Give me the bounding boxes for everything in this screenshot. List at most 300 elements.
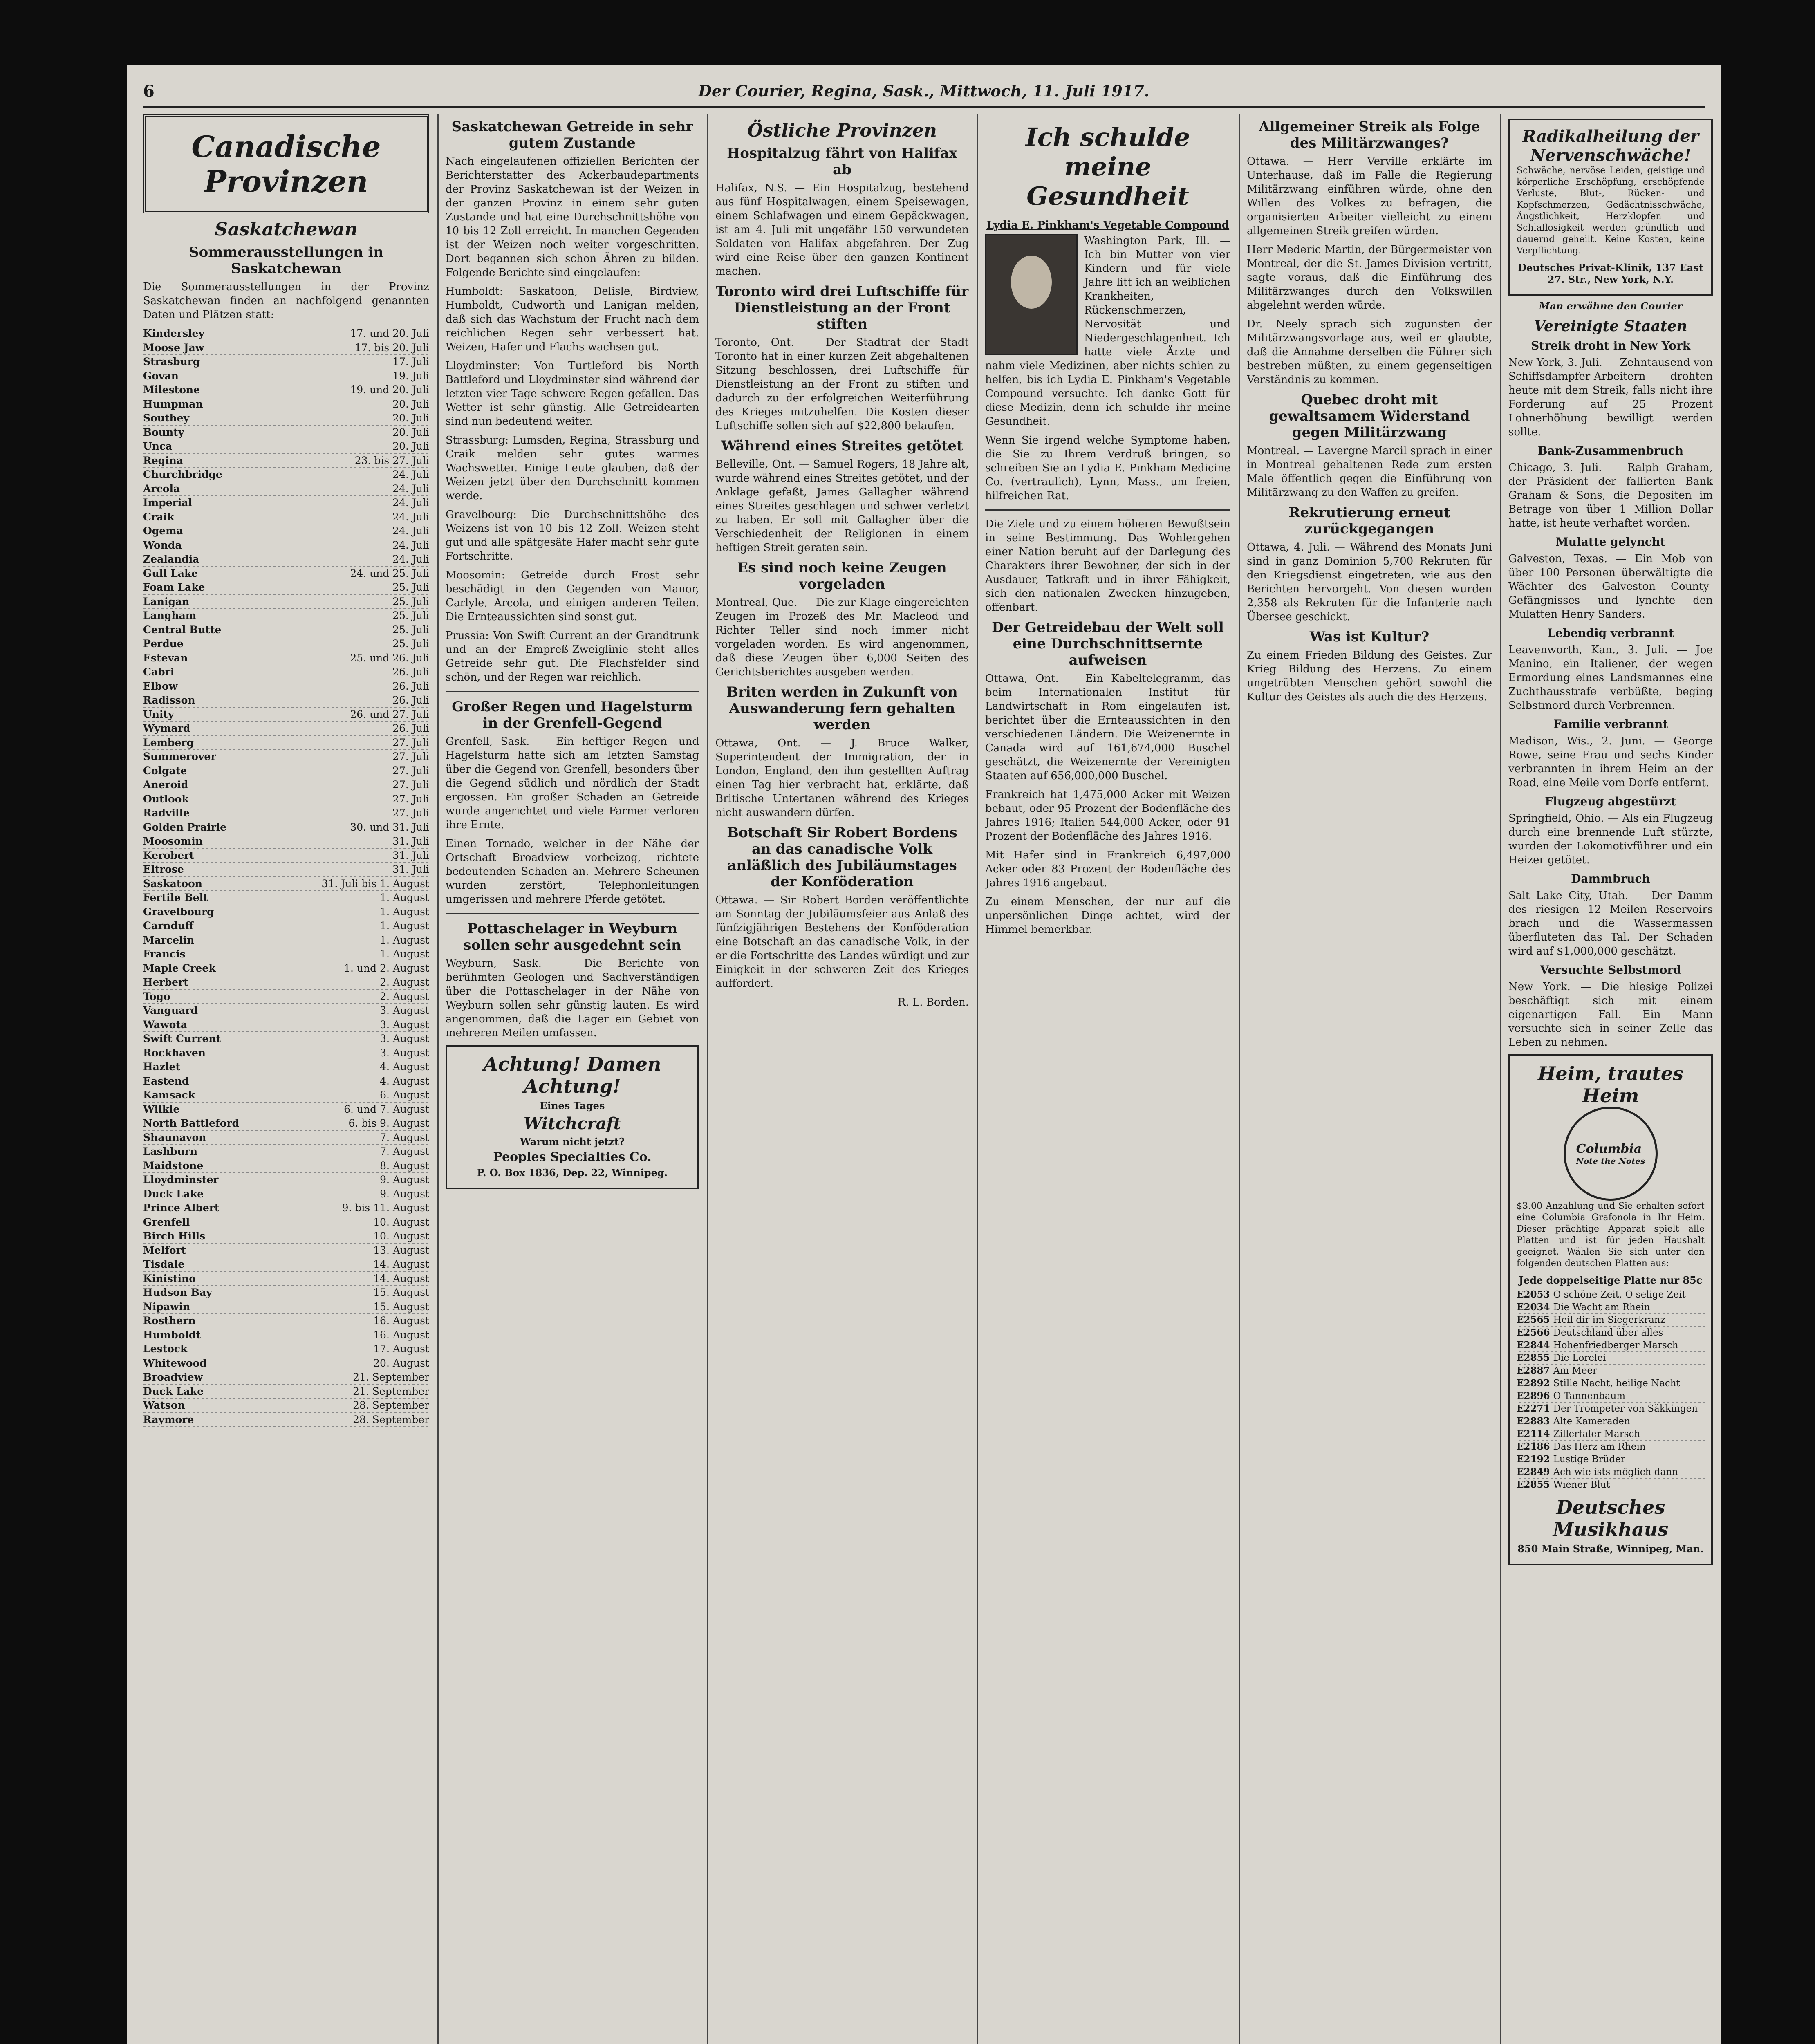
exhibition-place: Carnduff [143,920,194,932]
ad-text: Schwäche, nervöse Leiden, geistige und körperliche Erschöpfung, erschöpfende Verluste, Blut-, Rücken- und Kopfschmerzen, Gedächtnisschwäche, Ängstlichkeit, Herzklopfen und Schlaflosigkeit werden gründlich und dauernd geheilt. Keine Kosten, keine Verpflichtung. [1517,166,1705,256]
exhibition-place: Tisdale [143,1258,185,1270]
article-heading: Flugzeug abgestürzt [1545,795,1676,808]
exhibition-date: 23. bis 27. Juli [354,454,429,466]
witchcraft-ad [446,1045,699,1189]
exhibition-row [143,1103,429,1117]
exhibition-row [143,1116,429,1131]
article-heading: Der Getreidebau der Welt soll eine Durchschnittsernte aufweisen [992,619,1224,668]
logo-subtext: Note the Notes [1576,1156,1645,1166]
exhibition-row [143,679,429,694]
article-text: Moosomin: Getreide durch Frost sehr beschädigt in den Gegenden von Manor, Carlyle, Arcola, und einigen anderen Teilen. Die Ernteaussichten sind sonst gut. [446,569,699,623]
exhibition-place: Vanguard [143,1004,198,1016]
article-heading: Was ist Kultur? [1309,629,1430,645]
exhibition-row [143,1018,429,1032]
logo-text: Columbia [1576,1141,1642,1156]
article-text: Humboldt: Saskatoon, Delisle, Birdview, Humboldt, Cudworth und Lanigan melden, daß sich das Wachstum der Frucht nach dem reichlichen Regen sehr verbessert hat. Weizen, Hafer und Flachs wachsen gut. [446,285,699,353]
exhibition-date: 24. und 25. Juli [350,567,429,579]
record-row [1517,1441,1705,1453]
article-text: Ottawa, Ont. — J. Bruce Walker, Superintendent der Immigration, der in London, England, den ihm gestellten Auftrag einen Tag hier verbracht hat, erklärte, daß Britische Untertanen während des Krieges nicht auswandern dürfen. [715,737,969,819]
exhibition-row [143,792,429,807]
exhibition-row [143,1088,429,1103]
exhibition-date: 7. August [380,1131,429,1143]
exhibition-date: 8. August [380,1159,429,1172]
record-row [1517,1365,1705,1377]
exhibition-date: 28. September [353,1413,429,1425]
exhibition-place: Eastend [143,1075,189,1087]
exhibition-row [143,341,429,355]
exhibition-place: Watson [143,1399,185,1411]
article-heading: Großer Regen und Hagelsturm in der Grenfell-Gegend [452,699,693,731]
record-row [1517,1327,1705,1339]
exhibition-date: 20. Juli [392,440,429,452]
exhibition-row [143,806,429,820]
exhibition-place: Ogema [143,525,183,537]
exhibition-place: Elbow [143,680,178,692]
exhibition-date: 19. und 20. Juli [350,384,429,396]
exhibition-date: 3. August [380,1047,429,1059]
exhibition-date: 1. August [380,934,429,946]
article-text: Madison, Wis., 2. Juni. — George Rowe, seine Frau und sechs Kinder verbrannten in ihrem Heim an der Road, eine Meile vom Dorfe entfernt. [1508,735,1713,789]
exhibition-date: 6. bis 9. August [348,1117,429,1129]
exhibition-place: Govan [143,370,179,382]
article-heading: Hospitalzug fährt von Halifax ab [727,145,957,178]
exhibition-place: Cabri [143,666,175,678]
exhibition-row [143,1300,429,1314]
article-text: Herr Mederic Martin, der Bürgermeister von Montreal, der die St. James-Division vertritt, sagte voraus, daß die Einführung des Militärzwanges durch den Volkswillen abgelehnt werden würde. [1247,244,1492,312]
article-heading: Bank-Zusammenbruch [1537,444,1684,457]
exhibition-date: 14. August [373,1272,429,1284]
exhibition-place: Raymore [143,1413,194,1425]
exhibition-date: 20. Juli [392,398,429,410]
ad-offer: Jede doppelseitige Platte nur 85c [1519,1274,1703,1286]
exhibition-place: Saskatoon [143,877,202,890]
exhibition-row [143,990,429,1004]
exhibition-row [143,383,429,397]
exhibition-place: Gull Lake [143,567,198,579]
exhibition-row [143,637,429,651]
exhibition-date: 6. August [380,1089,429,1101]
column-divider [437,114,439,2044]
exhibition-date: 24. Juli [392,511,429,523]
record-row [1517,1390,1705,1403]
record-list [1517,1289,1705,1491]
exhibition-place: Whitewood [143,1357,207,1369]
article-heading: Streik droht in New York [1531,339,1690,352]
exhibition-place: Prince Albert [143,1202,220,1214]
exhibitions-intro: Die Sommerausstellungen in der Provinz Saskatchewan finden an nachfolgend genannten Daten und Plätzen statt: [143,281,429,321]
exhibition-place: Unity [143,708,174,720]
columbia-ad [1508,1054,1713,1565]
ad-text: Wenn Sie irgend welche Symptome haben, die Sie zu Ihrem Verdruß bringen, so schreiben Sie an Lydia E. Pinkham Medicine Co. (vertraulich), Lynn, Mass., um freien, hilfreichen Rat. [985,434,1230,502]
newspaper-page [127,65,1721,2044]
column-divider [1500,114,1501,2044]
exhibition-place: Radisson [143,694,195,706]
exhibition-row [143,1201,429,1215]
exhibition-row [143,693,429,708]
exhibition-row [143,1046,429,1060]
exhibition-place: Churchbridge [143,468,222,480]
article-text: Frankreich hat 1,475,000 Acker mit Weizen bebaut, oder 95 Prozent der Bodenfläche des Jahres 1916; Italien 544,000 Acker, oder 91 Prozent der Bodenfläche des Jahres 1916. [985,789,1230,843]
ad-subtitle: Lydia E. Pinkham's Vegetable Compound [986,219,1230,231]
exhibition-row [143,1257,429,1272]
exhibition-row [143,863,429,877]
exhibition-place: Langham [143,610,197,621]
exhibition-place: Kindersley [143,327,204,339]
exhibition-date: 10. August [373,1230,429,1242]
exhibition-date: 25. Juli [392,623,429,636]
article-heading: Es sind noch keine Zeugen vorgeladen [737,560,947,592]
page-header [143,78,1705,108]
article-text: Springfield, Ohio. — Als ein Flugzeug durch eine brennende Luft stürzte, wurden der Lokomotivführer und ein Heizer getötet. [1508,812,1713,866]
exhibition-place: Kerobert [143,849,195,861]
exhibition-row [143,665,429,679]
ad-company: Deutsches Musikhaus [1553,1496,1669,1540]
exhibition-row [143,510,429,524]
exhibition-date: 1. August [380,905,429,918]
exhibition-row [143,736,429,750]
exhibition-row [143,877,429,891]
exhibition-row [143,1342,429,1356]
exhibition-place: Central Butte [143,623,222,636]
exhibition-row [143,722,429,736]
exhibition-place: Togo [143,990,170,1002]
exhibitions-heading: Sommerausstellungen in Saskatchewan [189,244,383,277]
exhibition-place: Nipawin [143,1300,190,1313]
article-text: Nach eingelaufenen offiziellen Berichten der Berichterstatter des Ackerbaudepartments der Provinz Saskatchewan ist der Weizen in der ganzen Provinz in einem sehr guten Zustande und hat eine Durchschnittshöhe von 10 bis 12 Zoll erreicht. In manchen Gegenden ist der Weizen noch weiter vorgeschritten. Dort begannen sich schon Ähren zu bilden. Folgende Berichte sind eingelaufen: [446,155,699,279]
record-row [1517,1415,1705,1428]
exhibition-row [143,750,429,764]
record-title: Das Herz am Rhein [1553,1441,1646,1452]
exhibition-place: Unca [143,440,173,452]
exhibition-place: Lanigan [143,595,190,607]
exhibition-row [143,1173,429,1187]
exhibition-place: Eltrose [143,863,184,875]
article-text: Gravelbourg: Die Durchschnittshöhe des Weizens ist von 10 bis 12 Zoll. Weizen steht gut und alle spätgesäte Hafer macht sehr gute Fortschritte. [446,509,699,563]
ad-brand: Witchcraft [523,1114,621,1133]
exhibition-place: Bounty [143,426,184,438]
exhibition-date: 31. Juli [392,849,429,861]
ad-text: $3.00 Anzahlung und Sie erhalten sofort eine Columbia Grafonola in Ihr Heim. Dieser prächtige Apparat spielt alle Platten und ist für jeden Haushalt geeignet. Wählen Sie sich unter den folgenden deutschen Platten aus: [1517,1201,1705,1269]
record-title: Hohenfriedberger Marsch [1553,1340,1678,1351]
article-heading: Botschaft Sir Robert Bordens an das canadische Volk anläßlich des Jubiläumstages der Konföderation [727,825,957,890]
record-title: Zillertaler Marsch [1553,1429,1640,1439]
ad-question: Warum nicht jetzt? [520,1136,625,1148]
exhibition-place: Southey [143,412,190,424]
exhibition-date: 24. Juli [392,539,429,551]
exhibition-row [143,834,429,849]
record-title: Heil dir im Siegerkranz [1553,1315,1665,1325]
exhibition-date: 15. August [373,1300,429,1313]
exhibition-date: 24. Juli [392,468,429,480]
article-heading: Dammbruch [1571,872,1650,885]
exhibition-date: 31. Juli bis 1. August [321,877,429,890]
exhibition-place: Maple Creek [143,962,216,974]
column-5 [1247,114,1492,2044]
exhibition-row [143,708,429,722]
exhibition-place: Duck Lake [143,1188,204,1200]
ad-text: Washington Park, Ill. — Ich bin Mutter von vier Kindern und für viele Jahre litt ich an weiblichen Krankheiten, Rückenschmerzen, Nervosität und Niedergeschlagenheit. Ich hatte viele Ärzte und nahm viele Medizinen, aber nichts schien zu helfen, bis ich Lydia E. Pinkham's Vegetable Compound versuchte. Ich danke Gott für diese Medizin, denn ich schulde ihr meine Gesundheit. [985,235,1230,428]
exhibition-row [143,411,429,426]
exhibition-place: Maidstone [143,1159,204,1172]
exhibition-row [143,397,429,412]
exhibition-date: 26. Juli [392,722,429,734]
exhibition-row [143,1286,429,1300]
article-text: Galveston, Texas. — Ein Mob von über 100 Personen überwältigte die Wächter des Galveston County-Gefängnisses und lynchte den Mulatten Henry Sanders. [1508,553,1713,621]
exhibition-place: Duck Lake [143,1385,204,1397]
exhibition-date: 17. August [373,1343,429,1355]
exhibition-row [143,778,429,792]
article-text: Halifax, N.S. — Ein Hospitalzug, bestehend aus fünf Hospitalwagen, einem Speisewagen, einem Schlafwagen und einem Gepäckwagen, ist am 4. Juli mit ungefähr 150 verwundeten Soldaten von Halifax abgefahren. Der Zug wird eine Reise über den ganzen Kontinent machen. [715,182,969,278]
exhibition-row [143,933,429,948]
exhibition-row [143,1215,429,1230]
article-heading: Quebec droht mit gewaltsamem Widerstand gegen Militärzwang [1269,392,1470,441]
exhibition-place: Perdue [143,638,184,650]
divider [985,509,1230,511]
exhibition-date: 3. August [380,1018,429,1031]
exhibition-place: Lashburn [143,1145,198,1157]
exhibition-date: 20. August [373,1357,429,1369]
exhibition-date: 21. September [353,1371,429,1383]
record-row [1517,1314,1705,1327]
exhibition-row [143,496,429,510]
exhibition-place: Zealandia [143,553,199,565]
exhibition-place: Francis [143,948,186,960]
article-text: Mit Hafer sind in Frankreich 6,497,000 Acker oder 83 Prozent der Bodenfläche des Jahres 1916 angebaut. [985,849,1230,889]
article-text: Belleville, Ont. — Samuel Rogers, 18 Jahre alt, wurde während eines Streites getötet, und der Anklage gefaßt, James Gallagher während eines Streites geschlagen und schwer verletzt zu haben. Er soll mit Gallagher über die Verschiedenheit der Religionen in einem heftigen Streit geraten sein. [715,458,969,554]
exhibition-place: Swift Current [143,1033,221,1044]
exhibition-row [143,1272,429,1286]
exhibition-place: Wilkie [143,1103,180,1115]
exhibition-date: 6. und 7. August [344,1103,429,1115]
exhibition-date: 31. Juli [392,835,429,847]
record-number: E2855 [1517,1352,1550,1363]
article-text: Die Ziele und zu einem höheren Bewußtsein in seine Bestimmung. Das Wohlergehen einer Nation beruht auf der Darlegung des Charakters ihrer Bewohner, der sich in der Ausdauer, Tatkraft und in ihrer Fähigkeit, sich den nationalen Zwecken hinzugeben, offenbart. [985,518,1230,614]
exhibition-row [143,355,429,369]
record-number: E2883 [1517,1416,1550,1427]
article-text: Weyburn, Sask. — Die Berichte von berühmten Geologen und Sachverständigen über die Pottaschelager in der Nähe von Weyburn sollen sehr günstig lauten. Es wird angenommen, daß die Lager ein Gebiet von mehreren Meilen umfassen. [446,957,699,1039]
exhibition-place: Outlook [143,793,189,805]
column-divider [977,114,978,2044]
exhibition-row [143,820,429,835]
exhibition-date: 1. August [380,948,429,960]
record-number: E2053 [1517,1289,1550,1300]
exhibition-place: Shaunavon [143,1131,206,1143]
exhibition-place: Craik [143,511,175,523]
signature: R. L. Borden. [897,996,969,1009]
courier-note: Man erwähne den Courier [1539,300,1683,312]
exhibition-date: 9. bis 11. August [342,1202,429,1214]
exhibition-place: Lestock [143,1343,188,1355]
exhibition-date: 25. und 26. Juli [350,652,429,664]
record-number: E2034 [1517,1302,1550,1313]
exhibition-row [143,905,429,919]
article-text: Leavenworth, Kan., 3. Juli. — Joe Manino, ein Italiener, der wegen Ermordung eines Landsmannes eine Zuchthausstrafe verbüßte, beging Selbstmord durch Verbrennen. [1508,644,1713,712]
exhibition-place: Moosomin [143,835,203,847]
divider [446,691,699,692]
exhibition-place: Kamsack [143,1089,195,1101]
exhibition-row [143,891,429,905]
exhibition-date: 26. Juli [392,680,429,692]
exhibition-date: 25. Juli [392,638,429,650]
article-text: Ottawa. — Sir Robert Borden veröffentlichte am Sonntag der Jubiläumsfeier aus Anlaß des fünfzigjährigen Bestehens der Konföderation eine Botschaft an das canadische Volk, in der er die Fortschritte des Landes würdigt und zur Einigkeit in der schweren Zeit des Krieges auffordert. [715,894,969,990]
exhibition-place: Arcola [143,482,180,495]
record-title: Der Trompeter von Säkkingen [1553,1403,1698,1414]
record-title: O schöne Zeit, O selige Zeit [1553,1289,1686,1300]
exhibition-date: 28. September [353,1399,429,1411]
article-text: Grenfell, Sask. — Ein heftiger Regen- und Hagelsturm hatte sich am letzten Samstag über die Gegend von Grenfell, besonders über die Gegend südlich und nördlich der Stadt ergossen. Ein großer Schaden an Getreide wurde angerichtet und viele Farmer verloren ihre Ernte. [446,735,699,831]
exhibition-row [143,1004,429,1018]
record-title: Am Meer [1553,1365,1598,1376]
exhibition-date: 17. und 20. Juli [350,327,429,339]
running-title: Der Courier, Regina, Sask., Mittwoch, 11. Juli 1917. [698,82,1150,100]
article-heading: Während eines Streites getötet [721,438,963,454]
ad-title: Heim, trautes Heim [1537,1062,1684,1107]
exhibition-place: Gravelbourg [143,905,214,918]
article-text: New York. — Die hiesige Polizei beschäftigt sich mit einem eigenartigen Fall. Ein Mann versuchte sich in seiner Zelle das Leben zu nehmen. [1508,981,1713,1049]
exhibition-row [143,552,429,567]
exhibition-row [143,947,429,961]
article-text: Zu einem Frieden Bildung des Geistes. Zur Krieg Bildung des Herzens. Zu einem ungetrübten Menschen gehört sowohl die Kultur des Geistes als auch die des Herzens. [1247,649,1492,703]
record-number: E2844 [1517,1340,1550,1351]
region-heading: Saskatchewan [215,219,358,240]
exhibition-place: Marcelin [143,934,195,946]
exhibition-date: 17. Juli [392,356,429,368]
record-title: Wiener Blut [1553,1479,1610,1490]
exhibition-date: 16. August [373,1315,429,1327]
article-text: Ottawa. — Herr Verville erklärte im Unterhause, daß im Falle die Regierung Militärzwang einführen würde, ohne den Willen des Volkes zu befragen, die organisierten Arbeiter vielleicht zu einem allgemeinen Streik greifen würden. [1247,155,1492,237]
article-text: Salt Lake City, Utah. — Der Damm des riesigen 12 Meilen Reservoirs brach und die Wassermassen überfluteten das Tal. Der Schaden wird auf $1,000,000 geschätzt. [1508,890,1713,957]
ad-title: Radikalheilung der Nervenschwäche! [1522,127,1699,165]
exhibition-date: 26. Juli [392,694,429,706]
record-row [1517,1377,1705,1390]
record-row [1517,1339,1705,1352]
exhibition-date: 14. August [373,1258,429,1270]
article-heading: Familie verbrannt [1553,717,1668,731]
page-number: 6 [143,82,155,101]
exhibition-place: Hazlet [143,1061,180,1073]
record-number: E2271 [1517,1403,1550,1414]
exhibition-date: 24. Juli [392,482,429,495]
section-title: Östliche Provinzen [747,120,937,141]
exhibition-date: 1. August [380,892,429,903]
exhibition-date: 3. August [380,1033,429,1044]
exhibition-place: Colgate [143,764,187,777]
article-text: Montreal. — Lavergne Marcil sprach in einer in Montreal gehaltenen Rede zum ersten Male öffentlich gegen die Einführung von Militärzwang zu den Waffen zu greifen. [1247,445,1492,499]
exhibition-date: 25. Juli [392,581,429,593]
exhibition-place: Regina [143,454,184,466]
exhibition-place: Golden Prairie [143,821,227,833]
article-heading: Mulatte gelyncht [1555,535,1666,549]
exhibition-date: 4. August [380,1075,429,1087]
article-text: Zu einem Menschen, der nur auf die unpersönlichen Dinge achtet, wird der Himmel bemerkbar. [985,896,1230,936]
exhibition-place: Strasburg [143,356,200,368]
exhibition-date: 27. Juli [392,779,429,791]
article-text: New York, 3. Juli. — Zehntausend von Schiffsdampfer-Arbeitern drohten heute mit dem Streik, falls nicht ihre Forderung auf 25 Prozent Lohnerhöhung bewilligt werden sollte. [1508,356,1713,438]
portrait-image [985,234,1078,355]
exhibition-place: Foam Lake [143,581,205,593]
exhibition-row [143,1159,429,1173]
record-number: E2565 [1517,1314,1550,1325]
record-number: E2887 [1517,1365,1550,1376]
section-title: Vereinigte Staaten [1534,318,1687,335]
column-1 [143,114,429,2044]
column-divider [1239,114,1240,2044]
exhibition-row [143,1244,429,1258]
exhibition-row [143,538,429,553]
exhibition-date: 16. August [373,1329,429,1341]
record-number: E2114 [1517,1428,1550,1439]
columbia-logo [1564,1107,1658,1201]
exhibition-row [143,1328,429,1342]
record-title: Alte Kameraden [1553,1416,1630,1427]
record-row [1517,1403,1705,1415]
exhibition-date: 26. und 27. Juli [350,708,429,720]
exhibition-place: Humpman [143,398,203,410]
column-4 [985,114,1230,2044]
article-text: Dr. Neely sprach sich zugunsten der Militärzwangsvorlage aus, weil er glaubte, daß die Annahme derselben die Führer sich bestreben müßten, zu einem gegenseitigen Verständnis zu kommen. [1247,318,1492,386]
exhibition-date: 10. August [373,1216,429,1228]
exhibition-place: Estevan [143,652,188,664]
exhibition-date: 17. bis 20. Juli [354,341,429,354]
exhibition-date: 20. Juli [392,412,429,424]
exhibition-place: Rosthern [143,1315,196,1327]
article-heading: Versuchte Selbstmord [1540,963,1681,977]
exhibition-row [143,1074,429,1089]
article-text: Montreal, Que. — Die zur Klage eingereichten Zeugen im Prozeß des Mr. Macleod und Richter Teller sind noch immer nicht vorgeladen worden. Es wird angenommen, daß diese Zeugen über 6,000 Seiten des Gerichtsberichtes ausgeben werden. [715,596,969,678]
article-text: Toronto, Ont. — Der Stadtrat der Stadt Toronto hat in einer kurzen Zeit abgehaltenen Sitzung beschlossen, drei Luftschiffe für Dienstleistung an der Front zu stiften und dadurch zu der erfolgreichen Weiterführung des Krieges mitzuhelfen. Die Kosten dieser Luftschiffe sollen sich auf $22,800 belaufen. [715,336,969,432]
article-heading: Lebendig verbrannt [1547,626,1674,640]
exhibition-row [143,1385,429,1399]
record-row [1517,1453,1705,1466]
record-title: Stille Nacht, heilige Nacht [1553,1378,1680,1389]
record-row [1517,1479,1705,1491]
exhibition-row [143,1032,429,1046]
exhibition-place: Grenfell [143,1216,190,1228]
exhibition-date: 3. August [380,1004,429,1016]
exhibition-date: 9. August [380,1174,429,1186]
exhibition-row [143,1187,429,1201]
exhibition-place: Fertile Belt [143,892,208,903]
exhibition-place: Lloydminster [143,1174,219,1186]
exhibition-row [143,524,429,538]
exhibition-date: 15. August [373,1286,429,1298]
record-row [1517,1289,1705,1301]
nerve-cure-ad [1508,119,1713,296]
exhibition-row [143,975,429,990]
ad-title: Achtung! Damen Achtung! [483,1053,661,1097]
exhibition-date: 31. Juli [392,863,429,875]
record-row [1517,1352,1705,1365]
exhibition-row [143,327,429,341]
exhibition-place: Lemberg [143,736,194,749]
section-title: Canadische Provinzen [143,114,429,213]
ad-company: Peoples Specialties Co. [493,1150,652,1164]
article-text: Chicago, 3. Juli. — Ralph Graham, der Präsident der fallierten Bank Graham & Sons, die Depositen im Betrage von über 1 Million Dollar hatte, ist heute verhaftet worden. [1508,462,1713,529]
exhibition-place: Broadview [143,1371,203,1383]
exhibition-row [143,1145,429,1159]
article-heading: Saskatchewan Getreide in sehr gutem Zustande [451,119,693,151]
ad-address: P. O. Box 1836, Dep. 22, Winnipeg. [477,1167,668,1179]
exhibition-date: 7. August [380,1145,429,1157]
record-number: E2192 [1517,1454,1550,1465]
exhibition-place: Rockhaven [143,1047,206,1059]
exhibition-place: Herbert [143,976,188,988]
exhibition-row [143,1229,429,1244]
exhibition-row [143,1356,429,1371]
ad-subtitle: Eines Tages [540,1100,605,1112]
record-row [1517,1466,1705,1479]
exhibition-date: 27. Juli [392,736,429,749]
